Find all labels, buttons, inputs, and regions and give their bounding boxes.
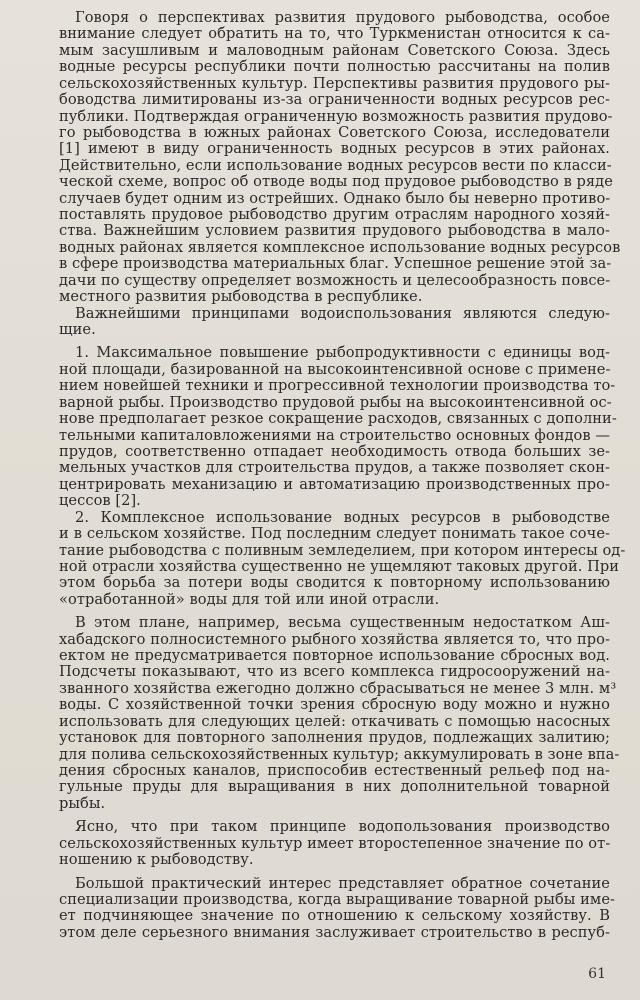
text-line: в сфере производства материальных благ. Успешное решение этой за- <box>59 255 612 273</box>
text-line: 2. Комплексное использование водных ресурсов в рыбоводстве <box>75 508 610 526</box>
text-line: ектом не предусматривается повторное использование сбросных вод. <box>59 647 610 665</box>
text-line: Большой практический интерес представляет обратное сочетание <box>75 874 610 892</box>
text-line: воды. С хозяйственной точки зрения сбросную воду можно и нужно <box>59 696 610 714</box>
text-line: установок для повторного заполнения прудов, подлежащих залитию; <box>59 729 610 747</box>
text-line: Подсчеты показывают, что из всего комплекса гидросооружений на- <box>59 663 610 681</box>
paragraph <box>59 508 626 609</box>
text-line: Говоря о перспективах развития прудового рыбоводства, особое <box>75 9 610 26</box>
text-line: внимание следует обратить на то, что Туркменистан относится к са- <box>59 25 610 43</box>
text-line: ношению к рыбоводству. <box>59 851 254 869</box>
text-line: специализации производства, когда выращивание товарной рыбы име- <box>59 890 615 908</box>
text-line: тельными капиталовложениями на строительство основных фондов — <box>59 426 610 444</box>
text-line: дения сбросных каналов, приспособив естественный рельеф под на- <box>59 761 610 779</box>
text-line: «отработанной» воды для той или иной отрасли. <box>59 590 440 608</box>
text-line: рыбы. <box>59 794 106 812</box>
text-line: использовать для следующих целей: откачивать с помощью насосных <box>59 712 610 730</box>
text-line: нием новейшей техники и прогрессивной технологии производства то- <box>59 377 616 395</box>
text-line: случаев будет одним из острейших. Однако было бы неверно противо- <box>59 189 611 207</box>
text-line: ческой схеме, вопрос об отводе воды под прудовое рыбоводство в ряде <box>59 173 613 191</box>
text-line: [1] имеют в виду ограниченность водных ресурсов в этих районах. <box>59 140 610 158</box>
text-line: Действительно, если использование водных ресурсов вести по класси- <box>59 156 612 174</box>
text-line: ства. Важнейшим условием развития прудового рыбоводства в мало- <box>59 222 610 240</box>
text-line: нове предполагает резкое сокращение расходов, связанных с дополни- <box>59 410 617 428</box>
text-line: водных районах является комплексное использование водных ресурсов <box>59 238 621 256</box>
text-line: цессов [2]. <box>59 492 141 510</box>
text-line: Важнейшими принципами водоиспользования являются следую- <box>75 304 610 322</box>
text-line: местного развития рыбоводства в республике. <box>59 288 423 306</box>
text-line: ной отрасли хозяйства существенно не ущемляют таковых другой. При <box>59 557 620 575</box>
text-line: варной рыбы. Производство прудовой рыбы на высокоинтенсивной ос- <box>59 393 612 411</box>
text-line: В этом плане, например, весьма существенным недостатком Аш- <box>75 614 610 632</box>
text-line: ной площади, базированной на высокоинтенсивной основе с примене- <box>59 360 611 378</box>
text-line: дачи по существу определяет возможность и целесообразность повсе- <box>59 271 611 289</box>
paragraph <box>59 819 610 868</box>
text-line: щие. <box>59 321 96 339</box>
text-line: водные ресурсы республики почти полностью рассчитаны на полив <box>59 58 610 76</box>
text-line: мым засушливым и маловодным районам Советского Союза. Здесь <box>59 41 610 59</box>
text-line: ет подчиняющее значение по отношению к сельскому хозяйству. В <box>59 907 610 925</box>
text-line: для полива сельскохозяйственных культур; аккумулировать в зоне впа- <box>59 745 620 763</box>
text-line: боводства лимитированы из-за ограниченности водных ресурсов рес- <box>59 91 610 109</box>
text-line: Ясно, что при таком принципе водопользования производство <box>75 818 610 836</box>
text-line: центрировать механизацию и автоматизацию производственных про- <box>59 475 610 493</box>
text-line: 1. Максимальное повышение рыбопродуктивности с единицы вод- <box>75 344 610 362</box>
text-line: сельскохозяйственных культур. Перспективы развития прудового ры- <box>59 74 610 92</box>
text-line: поставлять прудовое рыбоводство другим отраслям народного хозяй- <box>59 206 610 224</box>
paragraph <box>59 614 620 812</box>
paragraph <box>59 344 617 510</box>
paragraph <box>59 306 610 339</box>
text-line: этом борьба за потери воды сводится к повторному использованию <box>59 574 610 592</box>
paragraph <box>59 9 621 306</box>
text-line: го рыбоводства в южных районах Советского Союза, исследователи <box>59 123 610 141</box>
text-line: этом деле серьезного внимания заслуживает строительство в респуб- <box>59 923 610 941</box>
body-text <box>59 9 626 941</box>
text-line: публики. Подтверждая ограниченную возможность развития прудово- <box>59 107 613 125</box>
text-line: хабадского полносистемного рыбного хозяйства является то, что про- <box>59 630 610 648</box>
paragraph <box>59 874 615 942</box>
text-line: тание рыбоводства с поливным земледелием, при котором интересы од- <box>59 541 626 559</box>
text-line: и в сельском хозяйстве. Под последним следует понимать такое соче- <box>59 525 610 543</box>
text-line: сельскохозяйственных культур имеет второстепенное значение по от- <box>59 834 611 852</box>
page-number: 61 <box>588 966 606 982</box>
text-line: прудов, соответственно отпадает необходимость отвода больших зе- <box>59 442 610 460</box>
text-line: мельных участков для строительства прудов, а также позволяет скон- <box>59 459 610 477</box>
text-line: гульные пруды для выращивания в них дополнительной товарной <box>59 778 610 796</box>
text-line: званного хозяйства ежегодно должно сбрасываться не менее 3 млн. м³ <box>59 679 617 697</box>
